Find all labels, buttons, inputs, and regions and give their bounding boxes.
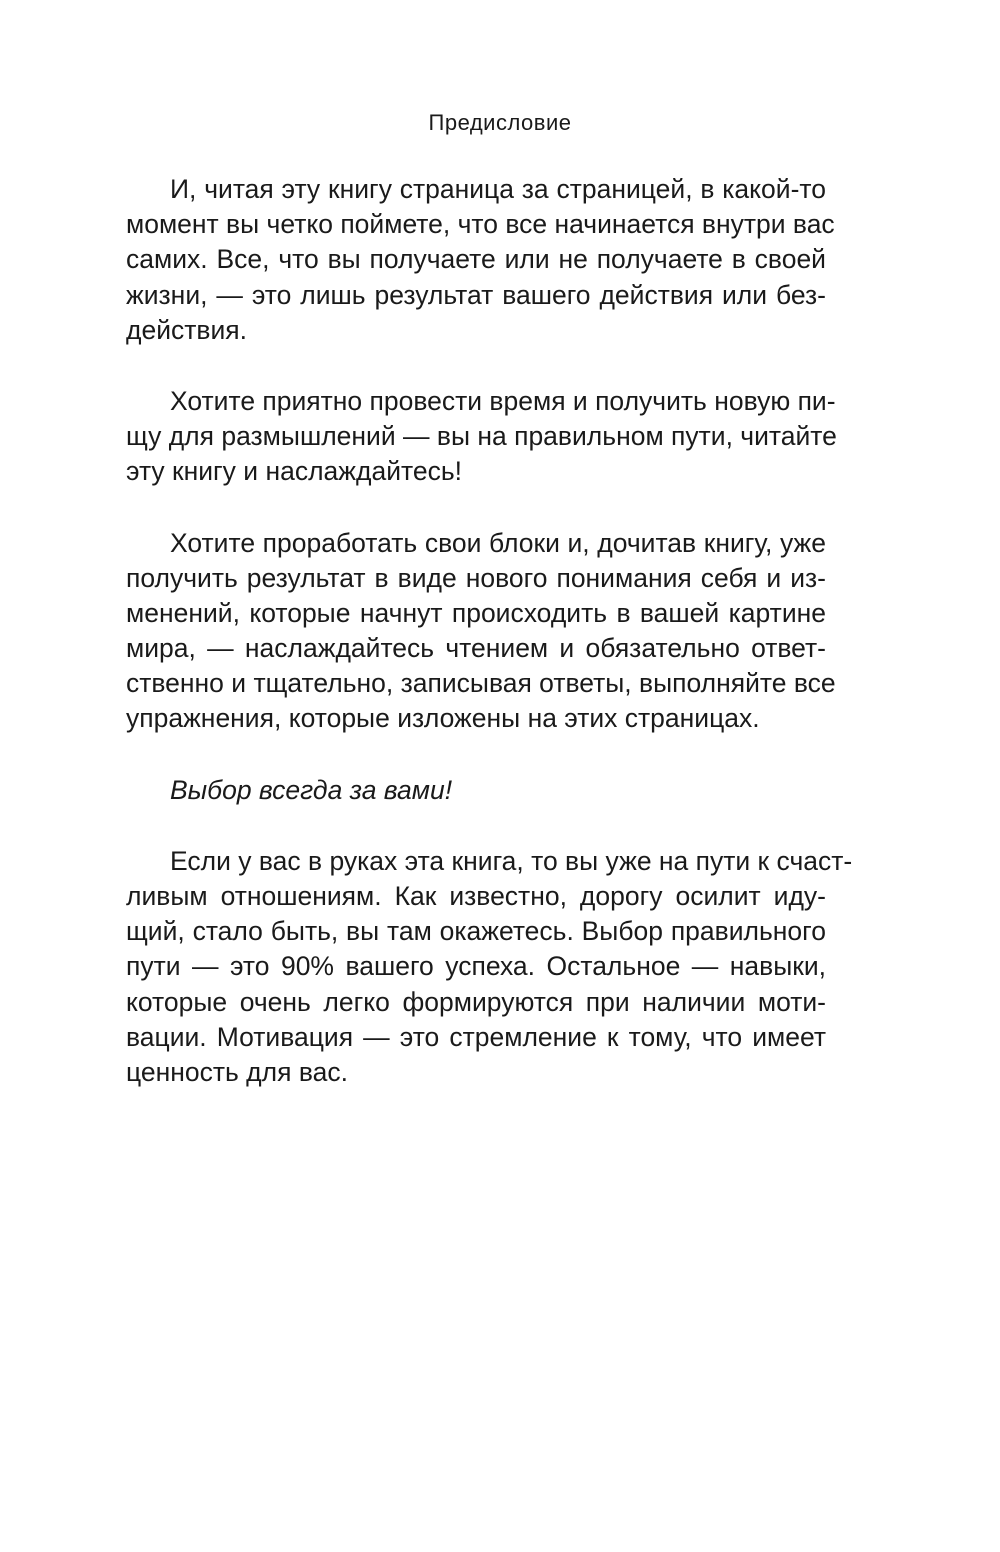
text-line: которые очень легко формируются при наличии моти- xyxy=(126,986,826,1017)
paragraph-2 xyxy=(126,384,837,490)
running-header: Предисловие xyxy=(428,110,572,135)
text-line: ливым отношениям. Как известно, дорогу осилит иду- xyxy=(126,881,826,911)
body-text xyxy=(126,172,853,1126)
text-line: получить результат в виде нового понимания себя и из- xyxy=(126,562,826,593)
paragraph-1 xyxy=(126,172,835,348)
text-line: Выбор всегда за вами! xyxy=(170,774,453,805)
text-line: жизни, — это лишь результат вашего действия или без- xyxy=(126,279,826,310)
text-line: ственно и тщательно, записывая ответы, выполняйте все xyxy=(126,668,836,699)
text-line: И, читая эту книгу страница за страницей, в какой-то xyxy=(170,174,826,204)
text-line: момент вы четко поймете, что все начинается внутри вас xyxy=(126,209,835,240)
text-line: действия. xyxy=(126,314,247,345)
text-line: Хотите приятно провести время и получить новую пи- xyxy=(170,385,836,416)
text-line: Если у вас в руках эта книга, то вы уже на пути к счаст- xyxy=(170,845,853,876)
text-line: менений, которые начнут происходить в вашей картине xyxy=(126,597,826,628)
text-line: эту книгу и наслаждайтесь! xyxy=(126,456,463,487)
text-line: щу для размышлений — вы на правильном пути, читайте xyxy=(126,421,837,452)
paragraph-4-italic xyxy=(126,773,826,808)
text-line: пути — это 90% вашего успеха. Остальное — навыки, xyxy=(126,951,826,982)
text-line: мира, — наслаждайтесь чтением и обязательно ответ- xyxy=(126,633,826,664)
text-line: щий, стало быть, вы там окажетесь. Выбор правильного xyxy=(126,916,826,947)
text-line: Хотите проработать свои блоки и, дочитав книгу, уже xyxy=(170,527,826,558)
text-line: ценность для вас. xyxy=(126,1056,348,1087)
text-line: самих. Все, что вы получаете или не получаете в своей xyxy=(126,244,826,275)
paragraph-5 xyxy=(126,844,853,1090)
text-line: вации. Мотивация — это стремление к тому, что имеет xyxy=(126,1021,826,1052)
text-line: упражнения, которые изложены на этих страницах. xyxy=(126,703,760,734)
paragraph-3 xyxy=(126,526,836,737)
